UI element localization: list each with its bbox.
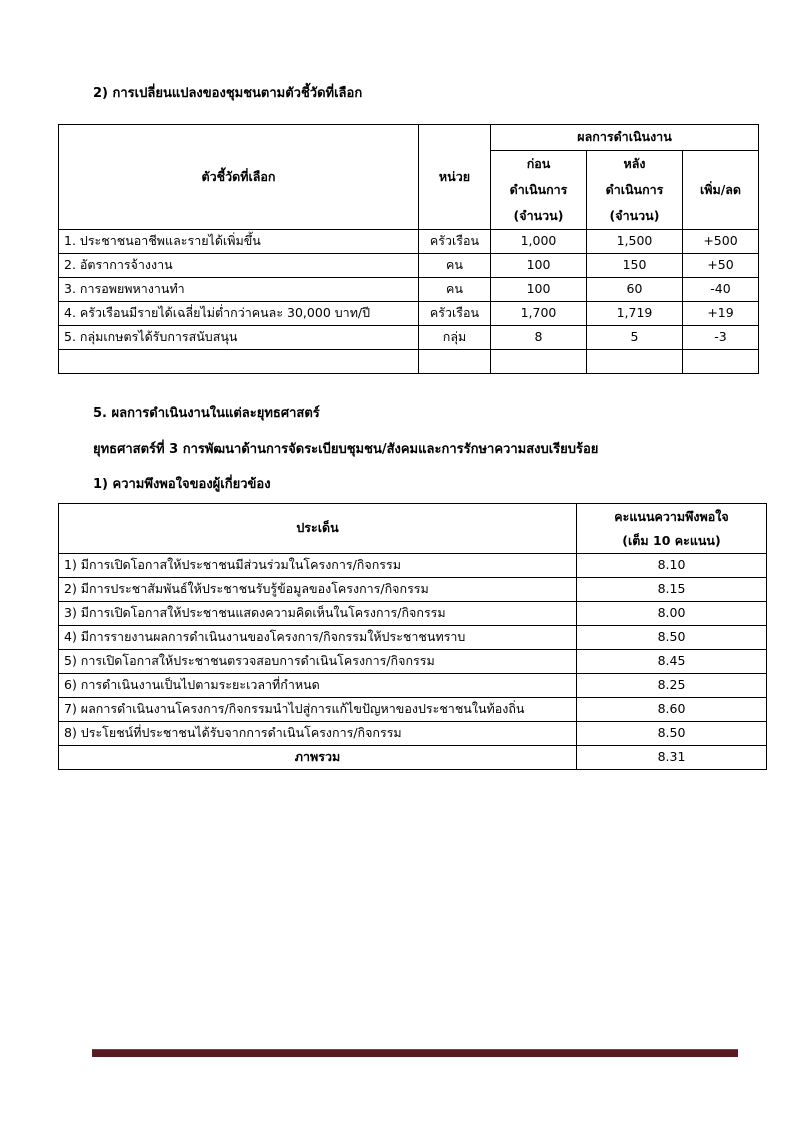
column-header-results-group: ผลการดำเนินงาน [491,125,759,151]
strategy-title: ยุทธศาสตร์ที่ 3 การพัฒนาด้านการจัดระเบียบชุมชน/สังคมและการรักษาความสงบเรียบร้อย [93,442,599,457]
cell-issue: 4) มีการรายงานผลการดำเนินงานของโครงการ/กิจกรรมให้ประชาชนทราบ [59,626,577,650]
cell-issue: 1) มีการเปิดโอกาสให้ประชาชนมีส่วนร่วมในโครงการ/กิจกรรม [59,554,577,578]
cell-indicator: 3. การอพยพหางานทำ [59,278,419,302]
table-header-row [59,504,767,554]
table-row [59,602,767,626]
cell-after: 150 [587,254,683,278]
cell-score: 8.45 [577,650,767,674]
cell-indicator: 1. ประชาชนอาชีพและรายได้เพิ่มขึ้น [59,230,419,254]
footer-divider-line [92,1049,738,1057]
cell-before [491,350,587,374]
cell-diff: +500 [683,230,759,254]
cell-issue: 6) การดำเนินงานเป็นไปตามระยะเวลาที่กำหนด [59,674,577,698]
header-line: ก่อน [526,156,551,171]
cell-before: 1,700 [491,302,587,326]
column-header-indicator: ตัวชี้วัดที่เลือก [59,125,419,230]
cell-score: 8.50 [577,722,767,746]
header-line: ดำเนินการ [509,182,568,197]
cell-indicator [59,350,419,374]
cell-score: 8.15 [577,578,767,602]
cell-before: 100 [491,254,587,278]
header-line: คะแนนความพึงพอใจ [614,508,729,524]
cell-issue: 5) การเปิดโอกาสให้ประชาชนตรวจสอบการดำเนินโครงการ/กิจกรรม [59,650,577,674]
table-row [59,254,759,278]
table-row [59,326,759,350]
cell-diff: +19 [683,302,759,326]
cell-indicator: 4. ครัวเรือนมีรายได้เฉลี่ยไม่ต่ำกว่าคนละ 30,000 บาท/ปี [59,302,419,326]
table-row-empty [59,350,759,374]
cell-after: 1,500 [587,230,683,254]
satisfaction-heading: 1) ความพึงพอใจของผู้เกี่ยวข้อง [93,477,271,492]
column-header-score [577,504,767,554]
table-row [59,722,767,746]
table-row [59,554,767,578]
table-row [59,650,767,674]
cell-before: 100 [491,278,587,302]
cell-score: 8.10 [577,554,767,578]
column-header-before [491,151,587,230]
cell-score: 8.25 [577,674,767,698]
cell-issue: 8) ประโยชน์ที่ประชาชนได้รับจากการดำเนินโครงการ/กิจกรรม [59,722,577,746]
header-line: ดำเนินการ [605,182,664,197]
cell-unit: คน [419,278,491,302]
header-line: (จำนวน) [609,208,660,223]
cell-score: 8.00 [577,602,767,626]
cell-unit: ครัวเรือน [419,230,491,254]
table-header-row [59,125,759,151]
header-line: หลัง [623,156,646,171]
cell-diff: -3 [683,326,759,350]
table-row [59,698,767,722]
table-row [59,302,759,326]
cell-unit: ครัวเรือน [419,302,491,326]
cell-issue: 7) ผลการดำเนินงานโครงการ/กิจกรรมนำไปสู่การแก้ไขปัญหาของประชาชนในท้องถิ่น [59,698,577,722]
cell-diff: +50 [683,254,759,278]
satisfaction-table [58,503,767,770]
cell-unit [419,350,491,374]
cell-before: 1,000 [491,230,587,254]
cell-unit: คน [419,254,491,278]
section-heading-strategy-results: 5. ผลการดำเนินงานในแต่ละยุทธศาสตร์ [93,406,320,421]
cell-diff [683,350,759,374]
cell-diff: -40 [683,278,759,302]
column-header-unit: หน่วย [419,125,491,230]
cell-after: 60 [587,278,683,302]
column-header-issue: ประเด็น [59,504,577,554]
cell-score: 8.50 [577,626,767,650]
cell-after [587,350,683,374]
cell-issue: 2) มีการประชาสัมพันธ์ให้ประชาชนรับรู้ข้อมูลของโครงการ/กิจกรรม [59,578,577,602]
table-row [59,626,767,650]
cell-total-score: 8.31 [577,746,767,770]
cell-before: 8 [491,326,587,350]
cell-indicator: 2. อัตราการจ้างงาน [59,254,419,278]
table-row [59,578,767,602]
column-header-after [587,151,683,230]
community-indicators-table [58,124,759,374]
cell-after: 5 [587,326,683,350]
cell-issue: 3) มีการเปิดโอกาสให้ประชาชนแสดงความคิดเห็นในโครงการ/กิจกรรม [59,602,577,626]
table-row [59,674,767,698]
cell-indicator: 5. กลุ่มเกษตรได้รับการสนับสนุน [59,326,419,350]
header-line: (จำนวน) [513,208,564,223]
cell-score: 8.60 [577,698,767,722]
header-line: (เต็ม 10 คะแนน) [622,532,721,548]
section-heading-community-changes: 2) การเปลี่ยนแปลงของชุมชนตามตัวชี้วัดที่เลือก [93,86,363,101]
table-row [59,278,759,302]
table-row [59,230,759,254]
table-total-row [59,746,767,770]
column-header-diff: เพิ่ม/ลด [683,151,759,230]
cell-total-label: ภาพรวม [59,746,577,770]
cell-after: 1,719 [587,302,683,326]
cell-unit: กลุ่ม [419,326,491,350]
